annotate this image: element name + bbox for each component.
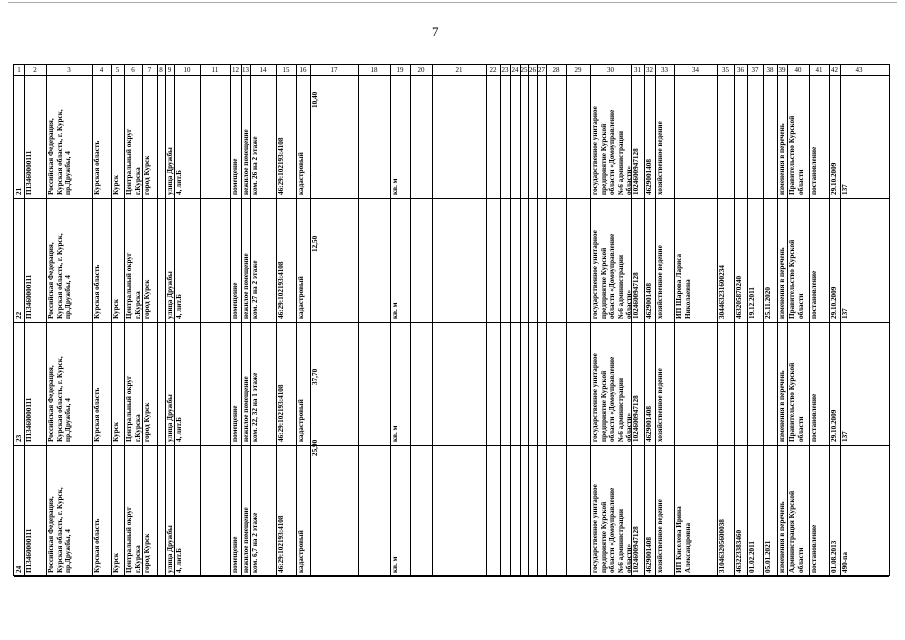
right-type-text: хозяйственное ведение (656, 121, 664, 195)
column-number-header: 5 (115, 66, 120, 74)
act-number-text: 137 (841, 184, 849, 195)
street-text: улица Дружбы (166, 271, 174, 319)
column-number-header: 33 (661, 66, 668, 74)
column-number-header: 2 (33, 66, 37, 74)
row-number-text: 22 (15, 311, 23, 319)
building-number-text: 4, лит.Б (175, 294, 183, 319)
rooms-text: ком. 27 на 2 этаже (251, 260, 259, 319)
address-text: пр.Дружбы, 4 (64, 275, 73, 319)
column-number-header: 12 (232, 66, 239, 74)
column-number-header: 43 (855, 66, 863, 74)
column-divider (486, 65, 487, 575)
decision-type-text: изменения в перечень (778, 370, 786, 442)
right-type-text: хозяйственное ведение (656, 245, 664, 319)
authority-text: Правительство Курской (788, 362, 796, 442)
column-number-header: 29 (574, 66, 582, 74)
area-unit-text: кв. м (391, 178, 399, 195)
contract-end-date-text: 25.11.2020 (764, 287, 772, 319)
column-divider (528, 65, 529, 575)
right-type-text: хозяйственное ведение (656, 368, 664, 442)
column-divider (631, 65, 632, 575)
district-text: Курск (112, 553, 120, 573)
holder-ogrn-text: 1024600947128 (632, 526, 640, 573)
address-text: пр.Дружбы, 4 (64, 398, 73, 442)
column-number-header: 30 (607, 66, 614, 74)
building-number-text: 4, лит.Б (175, 170, 183, 195)
right-holder-text: области «Домоуправление (608, 233, 617, 319)
holder-inn-text: 4629001408 (645, 283, 653, 319)
page-edge-line (8, 2, 897, 3)
rooms-text: ком. 26 на 2 этаже (251, 136, 259, 195)
city-text: город Курск (143, 155, 151, 195)
area-value-text: 25,90 (311, 439, 319, 456)
holder-inn-text: 4629001408 (645, 159, 653, 195)
column-divider (644, 65, 645, 575)
column-divider (717, 65, 718, 575)
settlement-text: г.Курска (133, 291, 142, 319)
column-divider (763, 65, 764, 575)
column-number-header: 9 (167, 66, 172, 74)
area-value-text: 12,50 (311, 235, 319, 252)
settlement-text: Центральный округ (125, 128, 133, 195)
region-text: Курская область (93, 264, 101, 319)
row-divider (14, 198, 889, 199)
object-type-text: помещение (231, 282, 239, 319)
area-value-text: 10,40 (311, 91, 319, 108)
decision-type-text: изменения в перечень (778, 247, 786, 319)
page-number: 7 (432, 24, 439, 39)
address-text: Курская область, г. Курск, (55, 109, 64, 195)
row-divider (14, 576, 889, 577)
registry-number-text: П13460000111 (25, 274, 33, 319)
city-text: город Курск (143, 533, 151, 573)
right-holder-text: №6 администрации (616, 378, 625, 442)
area-unit-text: кв. м (391, 302, 399, 319)
act-number-text: 137 (841, 308, 849, 319)
column-number-header: 3 (67, 66, 71, 74)
column-number-header: 41 (815, 66, 823, 74)
cadastral-number-text: 46:29:102193:4108 (277, 137, 285, 195)
column-number-header: 13 (242, 66, 249, 74)
tenant-inn-text: 463223383460 (735, 529, 743, 573)
address-text: Курская область, г. Курск, (55, 356, 64, 442)
address-text: Российская Федерация, (47, 118, 55, 195)
column-divider (310, 65, 311, 575)
registry-number-text: П13460000111 (25, 150, 33, 195)
tenant-name-text: Николаевна (683, 279, 692, 319)
authority-text: области (796, 547, 805, 573)
region-text: Курская область (93, 140, 101, 195)
act-type-text: постановление (810, 146, 818, 195)
column-divider (840, 65, 841, 575)
act-number-text: 137 (841, 431, 849, 442)
city-text: город Курск (143, 402, 151, 442)
column-number-header: 8 (159, 66, 163, 74)
contract-end-date-text: 05.01.2021 (764, 540, 772, 573)
address-text: Курская область, г. Курск, (55, 487, 64, 573)
tenant-ogrn-text: 304463231600234 (718, 265, 726, 319)
authority-text: Правительство Курской (788, 239, 796, 319)
district-text: Курск (112, 175, 120, 195)
right-holder-text: области» (625, 289, 634, 319)
column-divider (24, 65, 25, 575)
settlement-text: г.Курска (133, 414, 142, 442)
right-holder-text: государственное унитарное (591, 106, 599, 195)
act-type-text: постановление (810, 524, 818, 573)
row-divider (14, 445, 889, 446)
column-divider (390, 65, 391, 575)
column-divider (546, 65, 547, 575)
registry-number-text: П13460000111 (25, 397, 33, 442)
authority-text: области (796, 293, 805, 319)
column-number-header: 23 (501, 66, 509, 74)
column-number-header: 38 (766, 66, 774, 74)
column-divider (734, 65, 735, 575)
object-kind-text: нежилое помещение (242, 507, 250, 573)
column-number-header: 15 (282, 66, 290, 74)
column-divider (230, 65, 231, 575)
right-type-text: хозяйственное ведение (656, 499, 664, 573)
column-number-header: 27 (538, 66, 545, 74)
act-date-text: 01.08.2013 (830, 540, 838, 573)
settlement-text: Центральный округ (125, 375, 133, 442)
number-type-text: кадастровый (297, 399, 305, 442)
right-holder-text: области «Домоуправление (608, 356, 617, 442)
column-divider (432, 65, 433, 575)
tenant-name-text: Александровна (683, 522, 692, 573)
column-number-header: 31 (634, 66, 641, 74)
column-divider (809, 65, 810, 575)
row-number-text: 24 (15, 565, 23, 573)
column-number-header: 26 (529, 66, 536, 74)
column-divider (537, 65, 538, 575)
column-number-header: 14 (259, 66, 267, 74)
column-number-header: 4 (99, 66, 104, 74)
object-type-text: помещение (231, 536, 239, 573)
registry-table (13, 64, 890, 576)
column-divider (674, 65, 675, 575)
tenant-ogrn-text: 310463205600038 (718, 519, 726, 573)
region-text: Курская область (93, 387, 101, 442)
column-number-header: 25 (520, 66, 528, 74)
building-number-text: 4, лит.Б (175, 548, 183, 573)
authority-text: области (796, 169, 805, 195)
number-type-text: кадастровый (297, 530, 305, 573)
number-type-text: кадастровый (297, 276, 305, 319)
district-text: Курск (112, 422, 120, 442)
street-text: улица Дружбы (166, 147, 174, 195)
column-divider (111, 65, 112, 575)
object-kind-text: нежилое помещение (242, 376, 250, 442)
row-divider (14, 322, 889, 323)
column-divider (510, 65, 511, 575)
object-kind-text: нежилое помещение (242, 253, 250, 319)
address-text: Курская область, г. Курск, (55, 233, 64, 319)
address-text: Российская Федерация, (47, 496, 55, 573)
right-holder-text: области» (625, 412, 634, 442)
address-text: Российская Федерация, (47, 365, 55, 442)
authority-text: Правительство Курской (788, 115, 796, 195)
column-number-header: 7 (147, 66, 152, 74)
act-date-text: 29.10.2009 (830, 409, 838, 442)
act-date-text: 29.10.2009 (830, 162, 838, 195)
address-text: Российская Федерация, (47, 242, 55, 319)
cadastral-number-text: 46:29:102193:4108 (277, 515, 285, 573)
decision-type-text: изменения в перечень (778, 501, 786, 573)
column-divider (500, 65, 501, 575)
right-holder-text: области «Домоуправление (608, 109, 617, 195)
column-number-header: 1 (17, 66, 21, 74)
column-divider (157, 65, 158, 575)
holder-inn-text: 4629001408 (645, 406, 653, 442)
holder-inn-text: 4629001408 (645, 537, 653, 573)
column-number-header: 22 (489, 66, 497, 74)
address-text: пр.Дружбы, 4 (64, 151, 73, 195)
right-holder-text: государственное унитарное (591, 484, 599, 573)
settlement-text: г.Курска (133, 545, 142, 573)
object-type-text: помещение (231, 405, 239, 442)
right-holder-text: области «Домоуправление (608, 487, 617, 573)
column-number-header: 28 (552, 66, 560, 74)
holder-ogrn-text: 1024600947128 (632, 272, 640, 319)
right-holder-text: №6 администрации (616, 509, 625, 573)
rooms-text: ком. 6,7 на 2 этаже (251, 512, 259, 573)
street-text: улица Дружбы (166, 525, 174, 573)
tenant-name-text: ИП Шарова Лариса (675, 253, 683, 319)
column-number-header: 17 (330, 66, 338, 74)
right-holder-text: государственное унитарное (591, 230, 599, 319)
column-number-header: 36 (737, 66, 744, 74)
cadastral-number-text: 46:29:102193:4108 (277, 261, 285, 319)
column-number-header: 18 (370, 66, 378, 74)
address-text: пр.Дружбы, 4 (64, 529, 73, 573)
column-number-header: 24 (511, 66, 519, 74)
registry-number-text: П13460000111 (25, 528, 33, 573)
column-number-header: 19 (396, 66, 404, 74)
column-divider (410, 65, 411, 575)
column-number-header: 35 (722, 66, 729, 74)
district-text: Курск (112, 299, 120, 319)
object-type-text: помещение (231, 158, 239, 195)
column-number-header: 37 (751, 66, 759, 74)
contract-date-text: 01.02.2011 (748, 541, 756, 573)
object-kind-text: нежилое помещение (242, 129, 250, 195)
column-divider (174, 65, 175, 575)
city-text: город Курск (143, 279, 151, 319)
column-number-header: 40 (794, 66, 802, 74)
cadastral-number-text: 46:29:102193:4108 (277, 384, 285, 442)
settlement-text: Центральный округ (125, 506, 133, 573)
authority-text: области (796, 416, 805, 442)
right-holder-text: области» (625, 543, 634, 573)
column-divider (142, 65, 143, 575)
tenant-name-text: ИП Киселева Ирина (675, 506, 683, 573)
column-number-header: 6 (131, 66, 135, 74)
contract-date-text: 19.12.2011 (748, 287, 756, 319)
act-type-text: постановление (810, 393, 818, 442)
column-number-header: 21 (455, 66, 463, 74)
street-text: улица Дружбы (166, 394, 174, 442)
right-holder-text: предприятие Курской (599, 247, 608, 319)
right-holder-text: государственное унитарное (591, 353, 599, 442)
settlement-text: Центральный округ (125, 252, 133, 319)
row-number-text: 21 (15, 187, 23, 195)
column-divider (829, 65, 830, 575)
column-divider (165, 65, 166, 575)
building-number-text: 4, лит.Б (175, 417, 183, 442)
holder-ogrn-text: 1024600947128 (632, 395, 640, 442)
column-number-header: 16 (299, 66, 307, 74)
area-unit-text: кв. м (391, 556, 399, 573)
authority-text: Администрация Курской (788, 490, 796, 573)
holder-ogrn-text: 1024600947128 (632, 148, 640, 195)
right-holder-text: предприятие Курской (599, 501, 608, 573)
column-divider (358, 65, 359, 575)
column-number-header: 10 (183, 66, 191, 74)
rooms-text: ком. 22, 32 на 1 этаже (251, 372, 259, 442)
act-date-text: 29.10.2009 (830, 286, 838, 319)
tenant-inn-text: 463205870240 (735, 275, 743, 319)
area-unit-text: кв. м (391, 425, 399, 442)
column-divider (520, 65, 521, 575)
settlement-text: г.Курска (133, 167, 142, 195)
row-divider (14, 75, 889, 76)
column-divider (747, 65, 748, 575)
act-number-text: 490-па (841, 552, 849, 573)
column-number-header: 32 (646, 66, 653, 74)
column-number-header: 11 (211, 66, 219, 74)
area-value-text: 37,70 (311, 368, 319, 385)
column-number-header: 39 (778, 66, 786, 74)
right-holder-text: №6 администрации (616, 131, 625, 195)
row-number-text: 23 (15, 434, 23, 442)
column-number-header: 42 (831, 66, 838, 74)
right-holder-text: №6 администрации (616, 255, 625, 319)
right-holder-text: предприятие Курской (599, 370, 608, 442)
right-holder-text: предприятие Курской (599, 123, 608, 195)
column-number-header: 20 (417, 66, 425, 74)
act-type-text: постановление (810, 270, 818, 319)
column-divider (566, 65, 567, 575)
decision-type-text: изменения в перечень (778, 123, 786, 195)
column-divider (200, 65, 201, 575)
column-divider (296, 65, 297, 575)
column-number-header: 34 (692, 66, 699, 74)
number-type-text: кадастровый (297, 152, 305, 195)
region-text: Курская область (93, 518, 101, 573)
right-holder-text: области» (625, 165, 634, 195)
